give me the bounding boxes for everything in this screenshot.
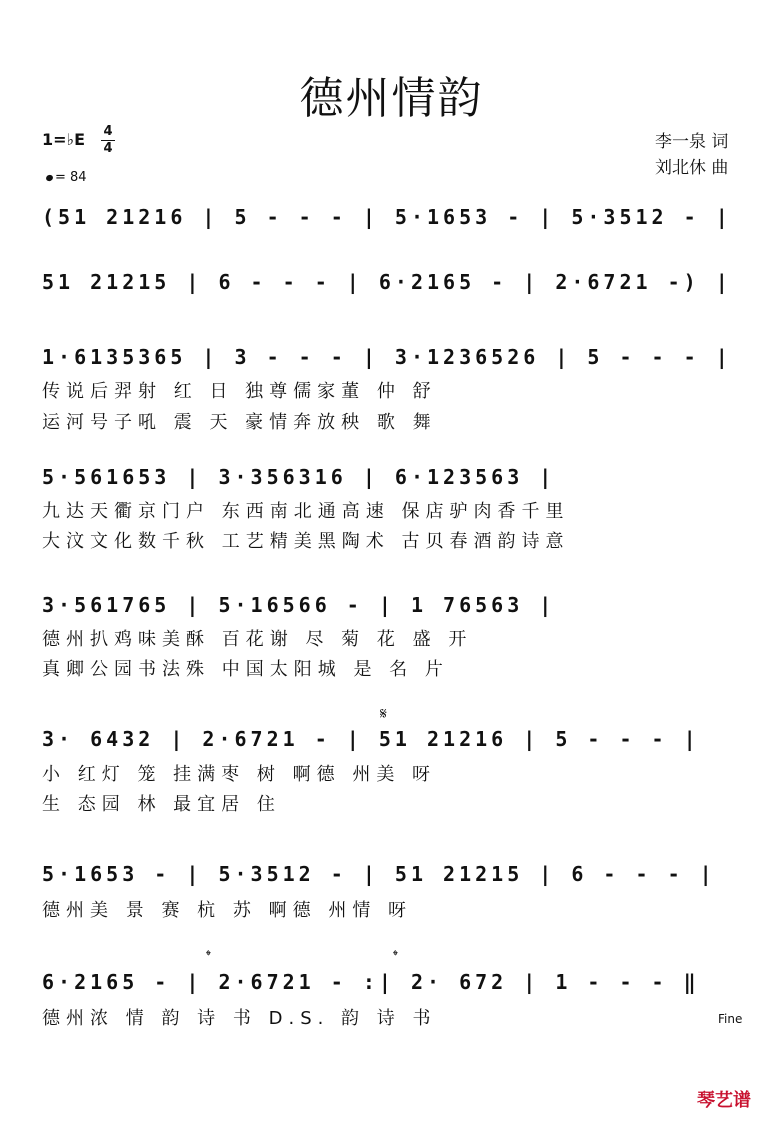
coda-icon-2: 𝄌 [393, 948, 398, 964]
lyricist-credit: 李一泉 词 [655, 132, 729, 152]
score-line-6-lyrics-1: 小 红灯 笼 挂满枣 树 啊德 州美 呀 [42, 764, 437, 785]
tempo-value: = 84 [55, 170, 87, 185]
score-line-5-notes: 3·561765 | 5·16566 - | 1 76563 | [42, 593, 556, 617]
score-line-2-notes: 51 21215 | 6 - - - | 6·2165 - | 2·6721 -) | [42, 270, 732, 294]
score-line-5-lyrics-2: 真卿公园书法殊 中国太阳城 是 名 片 [42, 659, 449, 680]
time-signature-top: 4 [103, 124, 113, 139]
coda-icon: 𝄌 [206, 948, 211, 964]
score-line-4-lyrics-2: 大汶文化数千秋 工艺精美黑陶术 古贝春酒韵诗意 [42, 531, 570, 552]
score-line-3-notes: 1·6135365 | 3 - - - | 3·1236526 | 5 - - - | [42, 345, 732, 369]
score-line-3-lyrics-1: 传说后羿射 红 日 独尊儒家董 仲 舒 [42, 381, 437, 402]
site-logo-icon: 琴艺谱 [697, 1090, 751, 1111]
score-line-5-lyrics-1: 德州扒鸡味美酥 百花谢 尽 菊 花 盛 开 [42, 629, 473, 650]
score-line-3-lyrics-2: 运河号子吼 震 天 豪情奔放秧 歌 舞 [42, 412, 437, 433]
time-signature-bottom: 4 [103, 141, 113, 156]
score-line-8-lyrics-1: 德州浓 情 韵 诗 书 D.S. 韵 诗 书 [42, 1008, 437, 1029]
score-line-1-notes: (51 21216 | 5 - - - | 5·1653 - | 5·3512 - | [42, 205, 732, 229]
key-signature: 1=♭E [42, 130, 86, 149]
score-line-6-notes: 3· 6432 | 2·6721 - | 51 21216 | 5 - - - | [42, 727, 700, 751]
time-signature [101, 124, 115, 157]
score-line-7-lyrics-1: 德州美 景 赛 杭 苏 啊德 州情 呀 [42, 900, 413, 921]
quarter-note-icon [45, 174, 54, 182]
tempo-marking [46, 170, 87, 185]
page-title: 德州情韵 [299, 73, 484, 124]
fine-label: Fine [718, 1012, 743, 1026]
score-line-7-notes: 5·1653 - | 5·3512 - | 51 21215 | 6 - - - | [42, 862, 716, 886]
segno-icon: 𝄋 [380, 704, 387, 723]
score-line-6-lyrics-2: 生 态园 林 最宜居 住 [42, 794, 281, 815]
score-line-4-lyrics-1: 九达天衢京门户 东西南北通高速 保店驴肉香千里 [42, 501, 570, 522]
score-line-4-notes: 5·561653 | 3·356316 | 6·123563 | [42, 465, 556, 489]
score-line-8-notes: 6·2165 - | 2·6721 - :| 2· 672 | 1 - - - ‖ [42, 970, 700, 994]
composer-credit: 刘北休 曲 [655, 158, 729, 178]
